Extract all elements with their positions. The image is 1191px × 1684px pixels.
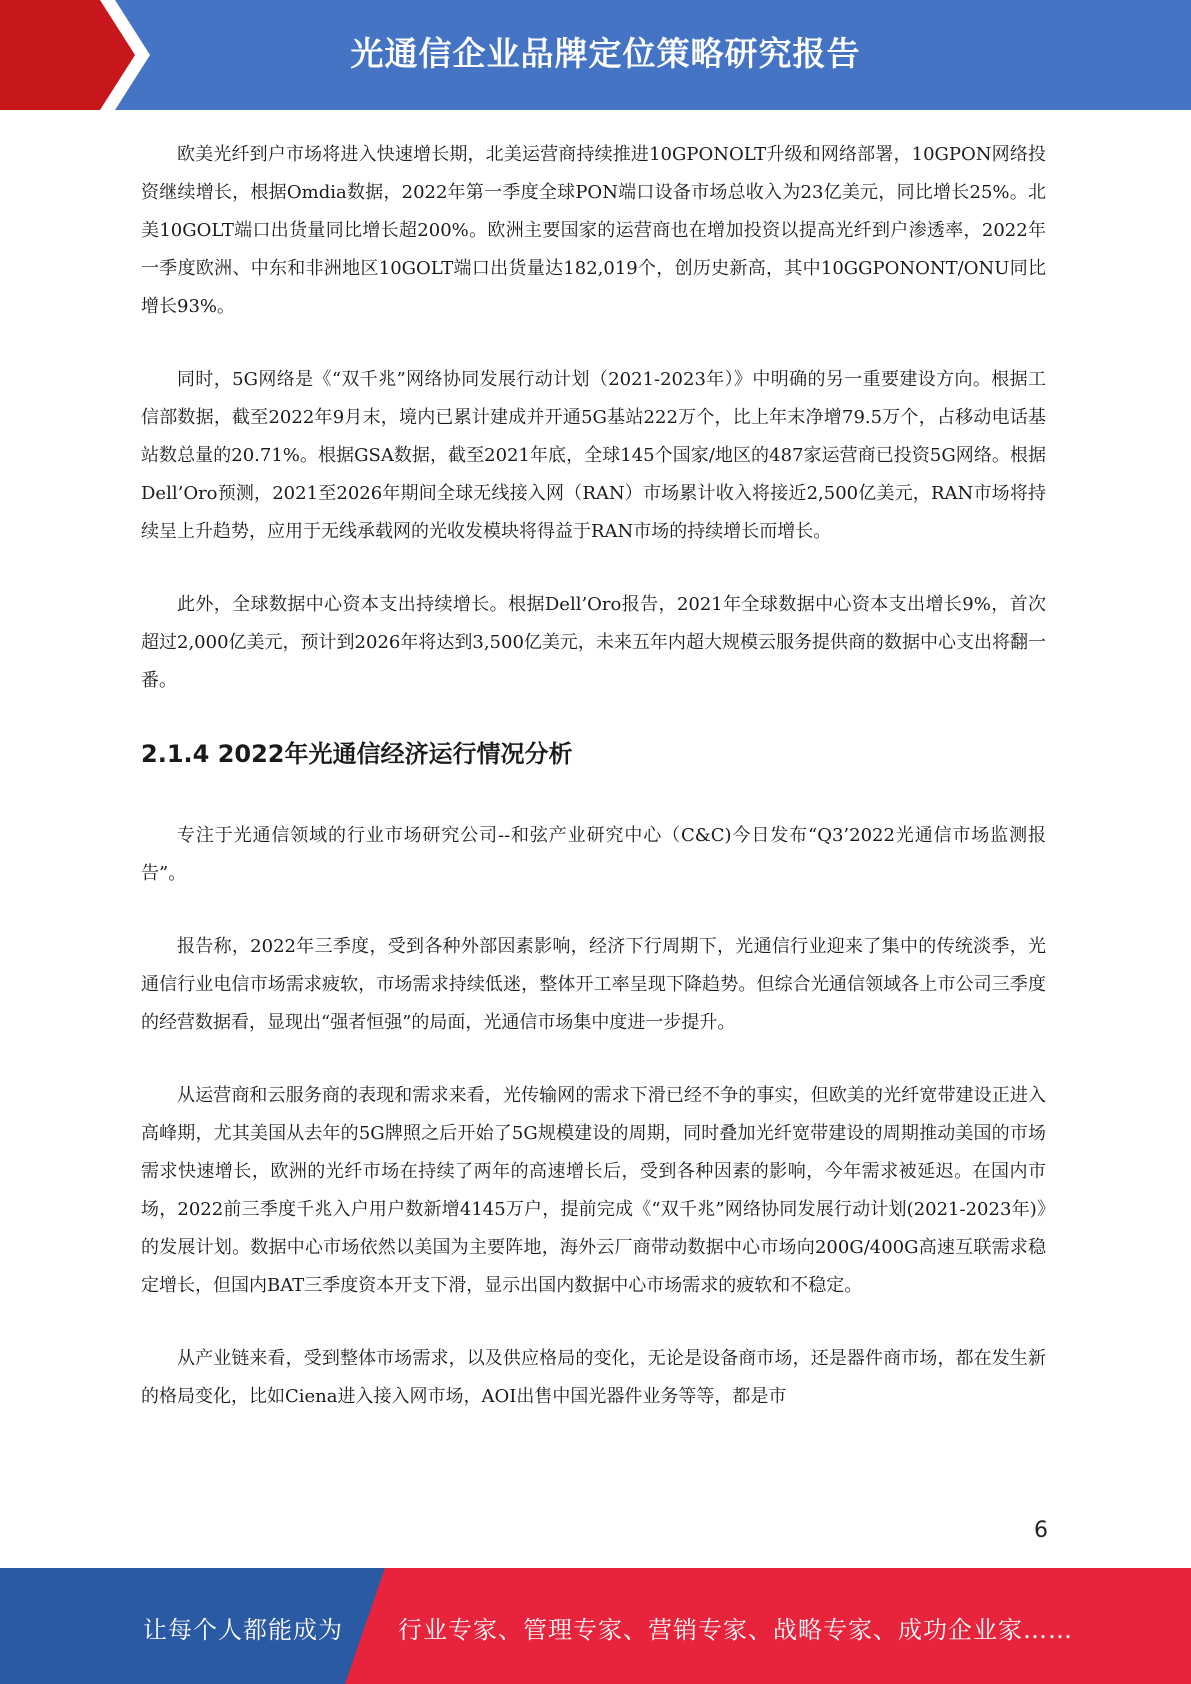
page-number: 6 [1034,1518,1048,1543]
paragraph: 此外，全球数据中心资本支出持续增长。根据Dell’Oro报告，2021年全球数据中心资本支出增长9%，首次超过2,000亿美元，预计到2026年将达到3,500亿美元，未来五年内超大规模云服务提供商的数据中心支出将翻一番。 [141,594,1046,691]
paragraph: 同时，5G网络是《“双千兆”网络协同发展行动计划（2021-2023年）》中明确的另一重要建设方向。根据工信部数据，截至2022年9月末，境内已累计建成并开通5G基站222万个，比上年末净增79.5万个，占移动电话基站数总量的20.71%。根据GSA数据，截至2021年底，全球145个国家/地区的487家运营商已投资5G网络。根据Dell’Oro预测，2021至2026年期间全球无线接入网（RAN）市场累计收入将接近2,500亿美元，RAN市场将持续呈上升趋势，应用于无线承载网的光收发模块将得益于RAN市场的持续增长而增长。 [141,369,1046,542]
footer-slogan-right: 行业专家、管理专家、营销专家、战略专家、成功企业家…… [398,1616,1073,1644]
section-heading: 2.1.4 2022年光通信经济运行情况分析 [141,740,573,768]
paragraph: 报告称，2022年三季度，受到各种外部因素影响，经济下行周期下，光通信行业迎来了集中的传统淡季，光通信行业电信市场需求疲软，市场需求持续低迷，整体开工率呈现下降趋势。但综合光通信领域各上市公司三季度的经营数据看，显现出“强者恒强”的局面，光通信市场集中度进一步提升。 [141,936,1046,1033]
paragraph: 欧美光纤到户市场将进入快速增长期，北美运营商持续推进10GPONOLT升级和网络部署，10GPON网络投资继续增长，根据Omdia数据，2022年第一季度全球PON端口设备市场总收入为23亿美元，同比增长25%。北美10GOLT端口出货量同比增长超200%。欧洲主要国家的运营商也在增加投资以提高光纤到户渗透率，2022年一季度欧洲、中东和非洲地区10GOLT端口出货量达182,019个，创历史新高，其中10GGPONONT/ONU同比增长93%。 [141,144,1046,317]
paragraph: 从产业链来看，受到整体市场需求，以及供应格局的变化，无论是设备商市场，还是器件商市场，都在发生新的格局变化，比如Ciena进入接入网市场，AOI出售中国光器件业务等等，都是市 [141,1348,1046,1407]
page-header [0,0,1191,110]
paragraph: 专注于光通信领域的行业市场研究公司--和弦产业研究中心（C&C)今日发布“Q3’2022光通信市场监测报告”。 [141,825,1046,884]
paragraph: 从运营商和云服务商的表现和需求来看，光传输网的需求下滑已经不争的事实，但欧美的光纤宽带建设正进入高峰期，尤其美国从去年的5G牌照之后开始了5G规模建设的周期，同时叠加光纤宽带建设的周期推动美国的市场需求快速增长，欧洲的光纤市场在持续了两年的高速增长后，受到各种因素的影响，今年需求被延迟。在国内市场，2022前三季度千兆入户用户数新增4145万户，提前完成《“双千兆”网络协同发展行动计划(2021-2023年)》的发展计划。数据中心市场依然以美国为主要阵地，海外云厂商带动数据中心市场向200G/400G高速互联需求稳定增长，但国内BAT三季度资本开支下滑，显示出国内数据中心市场需求的疲软和不稳定。 [141,1085,1046,1296]
document-body [141,136,1046,1451]
document-title: 光通信企业品牌定位策略研究报告 [350,34,861,73]
page-footer [0,1568,1191,1684]
footer-slogan-left: 让每个人都能成为 [143,1616,343,1644]
